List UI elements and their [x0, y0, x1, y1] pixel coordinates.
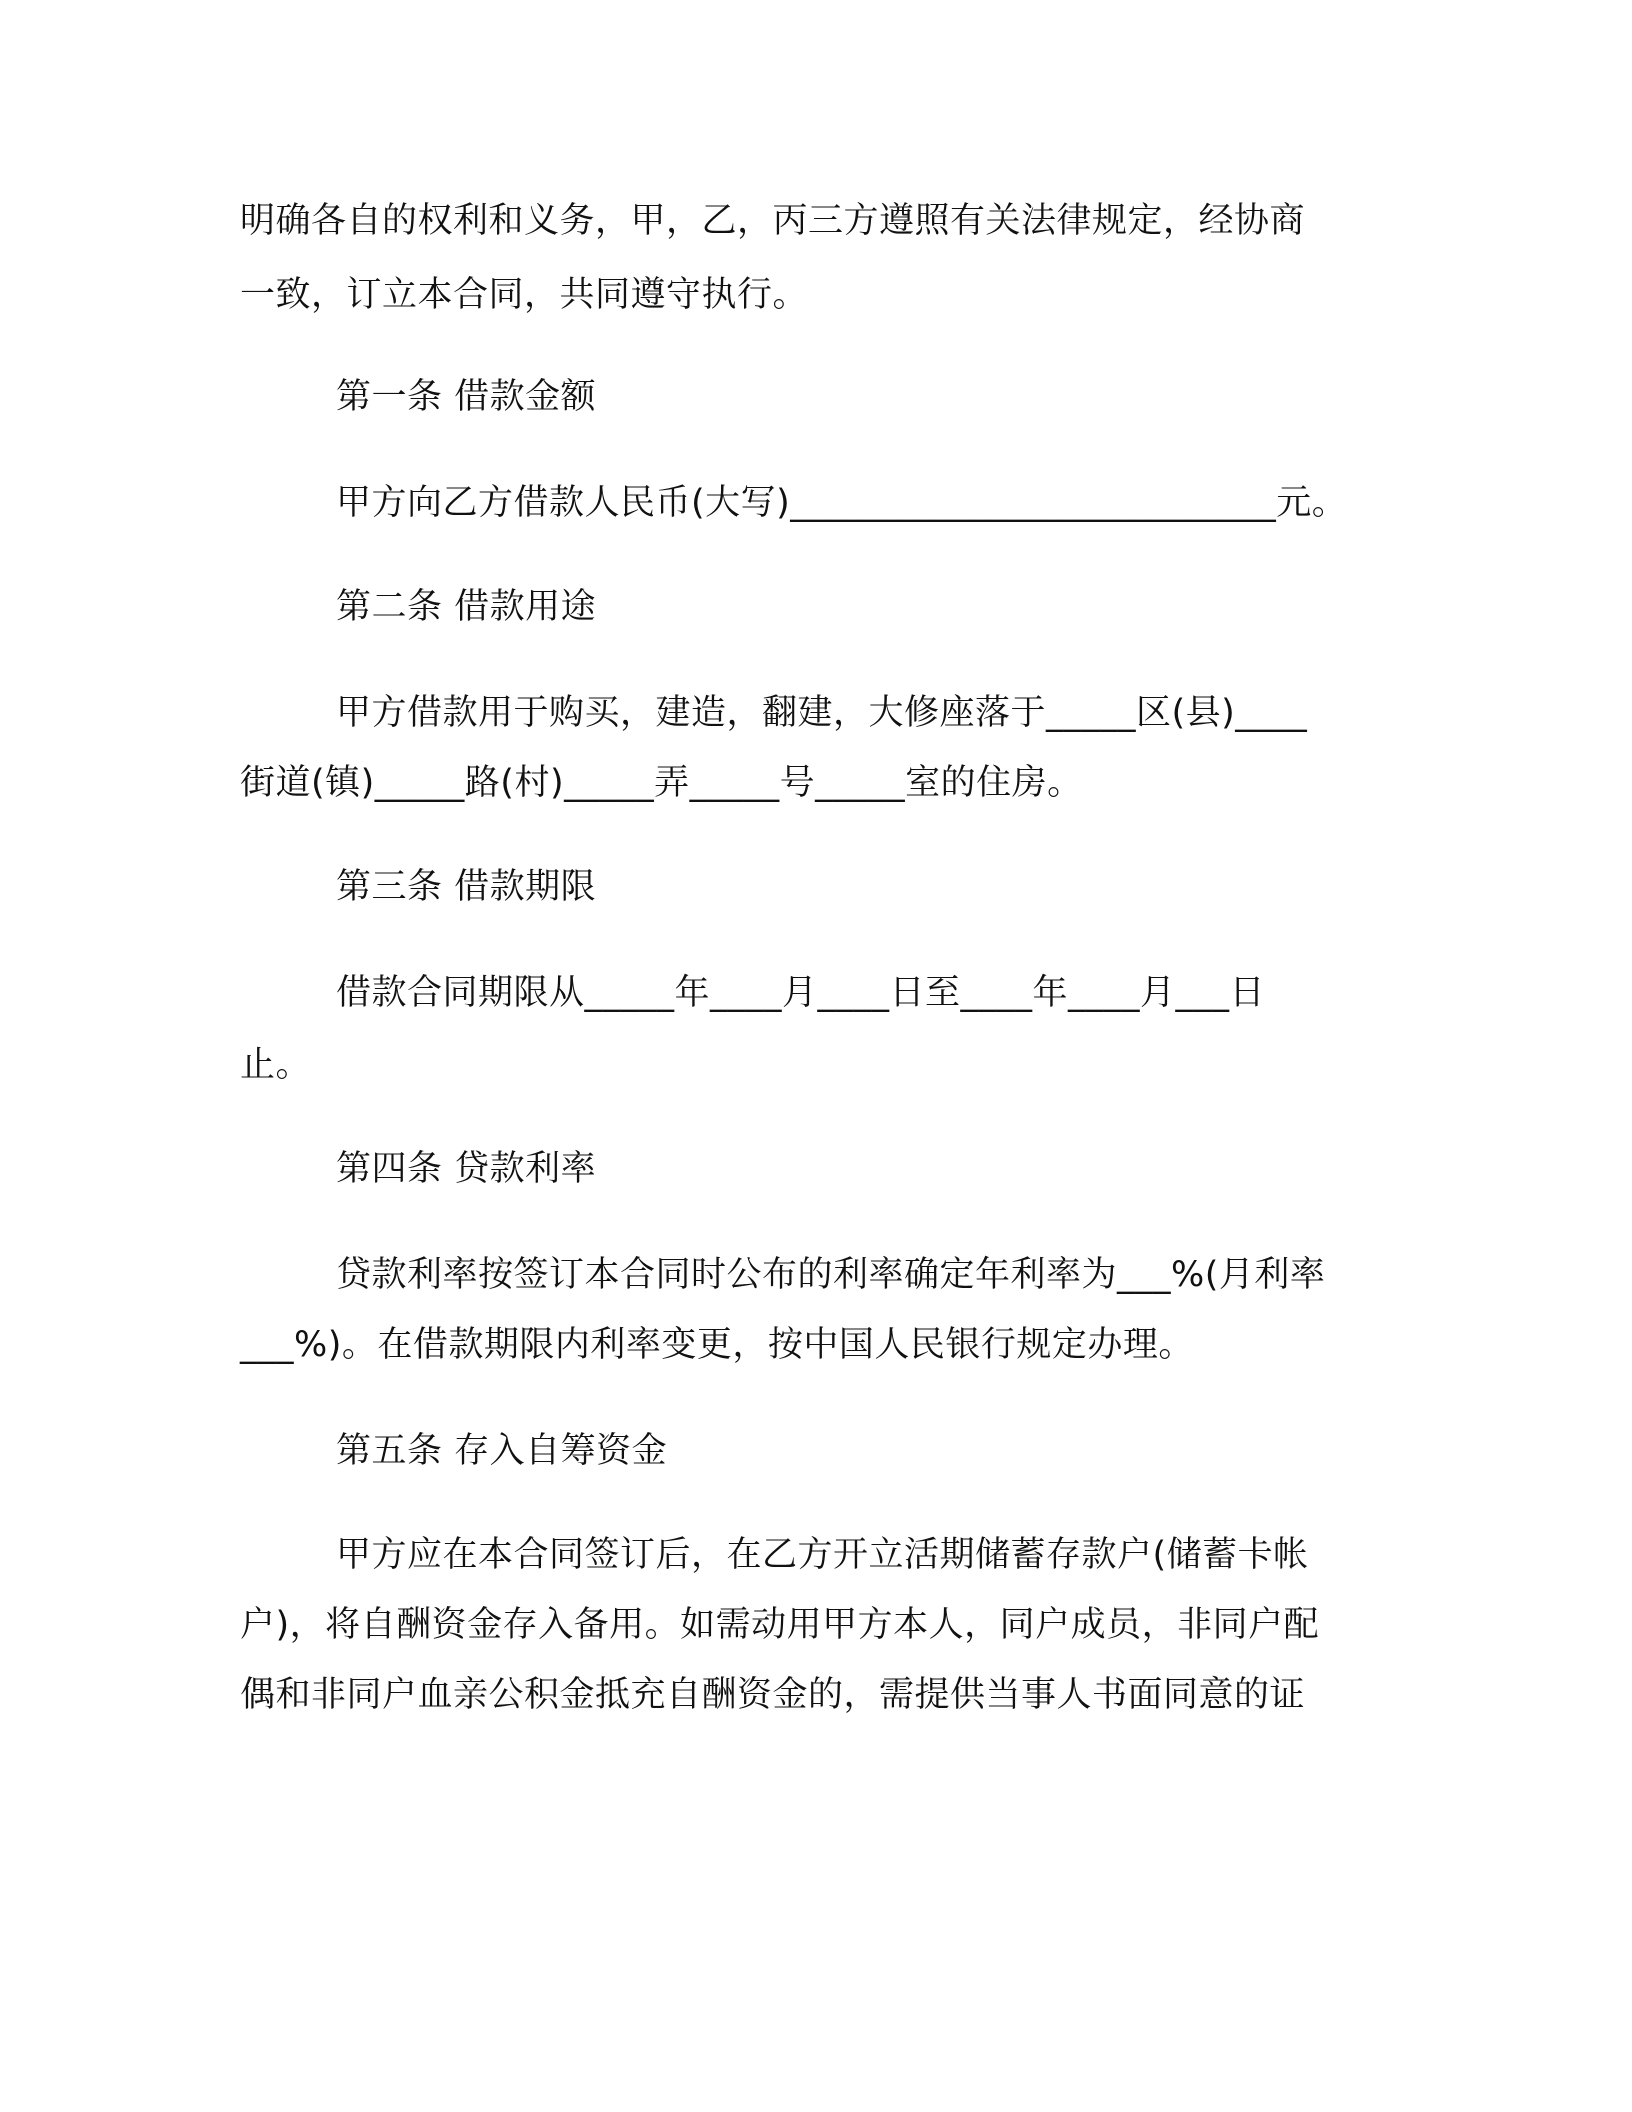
- paragraph-line: 贷款利率按签订本合同时公布的利率确定年利率为___%(月利率: [336, 1255, 1326, 1295]
- paragraph-line: 偶和非同户血亲公积金抵充自酬资金的，需提供当事人书面同意的证: [240, 1675, 1306, 1715]
- paragraph-line: 一致，订立本合同，共同遵守执行。: [240, 275, 809, 315]
- article-heading: 第四条 贷款利率: [336, 1149, 597, 1189]
- article-heading: 第二条 借款用途: [336, 587, 597, 627]
- paragraph-line: 甲方向乙方借款人民币(大写)___________________________元。: [336, 483, 1348, 523]
- paragraph-line: 明确各自的权利和义务，甲，乙，丙三方遵照有关法律规定，经协商: [240, 201, 1306, 241]
- paragraph-line: ___%)。在借款期限内利率变更，按中国人民银行规定办理。: [240, 1325, 1194, 1365]
- paragraph-line: 甲方应在本合同签订后，在乙方开立活期储蓄存款户(储蓄卡帐: [336, 1535, 1309, 1575]
- paragraph-line: 借款合同期限从_____年____月____日至____年____月___日: [336, 973, 1266, 1013]
- paragraph-line: 街道(镇)_____路(村)_____弄_____号_____室的住房。: [240, 763, 1083, 803]
- article-heading: 第一条 借款金额: [336, 377, 597, 417]
- paragraph-line: 甲方借款用于购买，建造，翻建，大修座落于_____区(县)____: [336, 693, 1308, 733]
- article-heading: 第三条 借款期限: [336, 867, 597, 907]
- paragraph-line: 户)，将自酬资金存入备用。如需动用甲方本人，同户成员，非同户配: [240, 1605, 1320, 1645]
- article-heading: 第五条 存入自筹资金: [336, 1431, 668, 1471]
- paragraph-line: 止。: [240, 1045, 312, 1085]
